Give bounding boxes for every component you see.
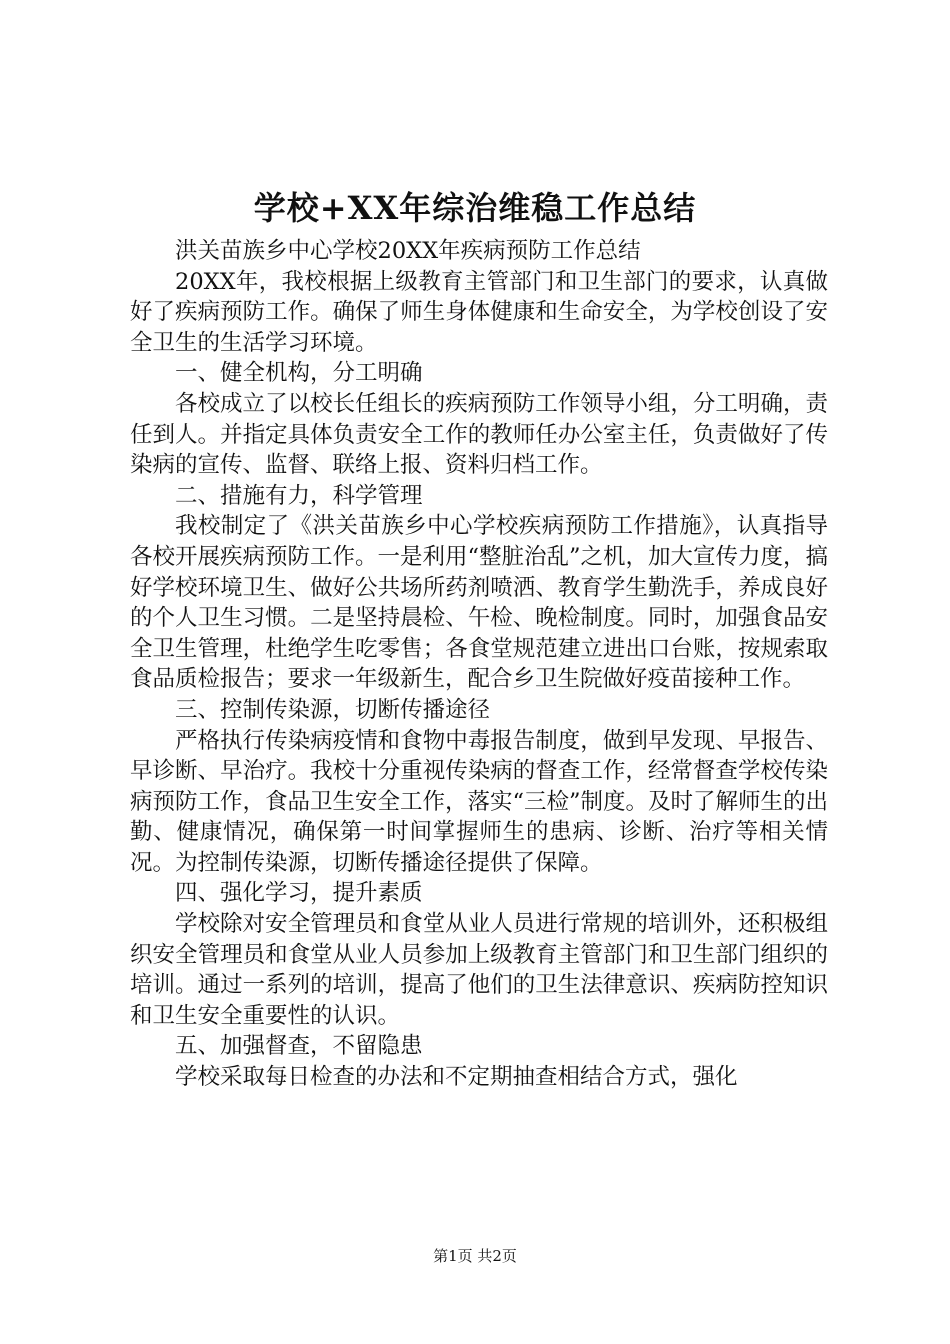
document-title: 学校+XX年综治维稳工作总结 (253, 189, 697, 227)
section-paragraph-3: 严格执行传染病疫情和食物中毒报告制度，做到早发现、早报告、早诊断、早治疗。我校十分重视传染病的督查工作，经常督查学校传染病预防工作，食品卫生安全工作，落实“三检”制度。及时了解师生的出勤、健康情况，确保第一时间掌握师生的患病、诊断、治疗等相关情况。为控制传染源，切断传播途径提供了保障。 (130, 727, 829, 876)
section-heading-4: 四、强化学习，提升素质 (175, 880, 423, 907)
section-paragraph-1: 各校成立了以校长任组长的疾病预防工作领导小组，分工明确，责任到人。并指定具体负责安全工作的教师任办公室主任，负责做好了传染病的宣传、监督、联络上报、资料归档工作。 (130, 390, 828, 479)
section-heading-2: 二、措施有力，科学管理 (175, 482, 423, 509)
page-number-footer: 第1页 共2页 (433, 1247, 517, 1265)
subtitle-paragraph: 洪关苗族乡中心学校20XX年疾病预防工作总结 (175, 238, 641, 264)
section-paragraph-2: 我校制定了《洪关苗族乡中心学校疾病预防工作措施》，认真指导各校开展疾病预防工作。一是利用“整脏治乱”之机，加大宣传力度，搞好学校环境卫生、做好公共场所药剂喷洒、教育学生勤洗手，养成良好的个人卫生习惯。二是坚持晨检、午检、晚检制度。同时，加强食品安全卫生管理，杜绝学生吃零售；各食堂规范建立进出口台账，按规索取食品质检报告；要求一年级新生，配合乡卫生院做好疫苗接种工作。 (130, 513, 829, 693)
document-body (130, 236, 828, 1093)
section-heading-3: 三、控制传染源，切断传播途径 (175, 696, 491, 723)
intro-paragraph: 20XX年，我校根据上级教育主管部门和卫生部门的要求，认真做好了疾病预防工作。确保了师生身体健康和生命安全，为学校创设了安全卫生的生活学习环境。 (130, 268, 828, 356)
section-heading-1: 一、健全机构，分工明确 (175, 360, 423, 387)
section-heading-5: 五、加强督查，不留隐患 (175, 1033, 423, 1060)
section-paragraph-5: 学校采取每日检查的办法和不定期抽查相结合方式，强化 (175, 1064, 738, 1091)
section-paragraph-4: 学校除对安全管理员和食堂从业人员进行常规的培训外，还积极组织安全管理员和食堂从业人员参加上级教育主管部门和卫生部门组织的培训。通过一系列的培训，提高了他们的卫生法律意识、疾病防控知识和卫生安全重要性的认识。 (130, 911, 828, 1029)
